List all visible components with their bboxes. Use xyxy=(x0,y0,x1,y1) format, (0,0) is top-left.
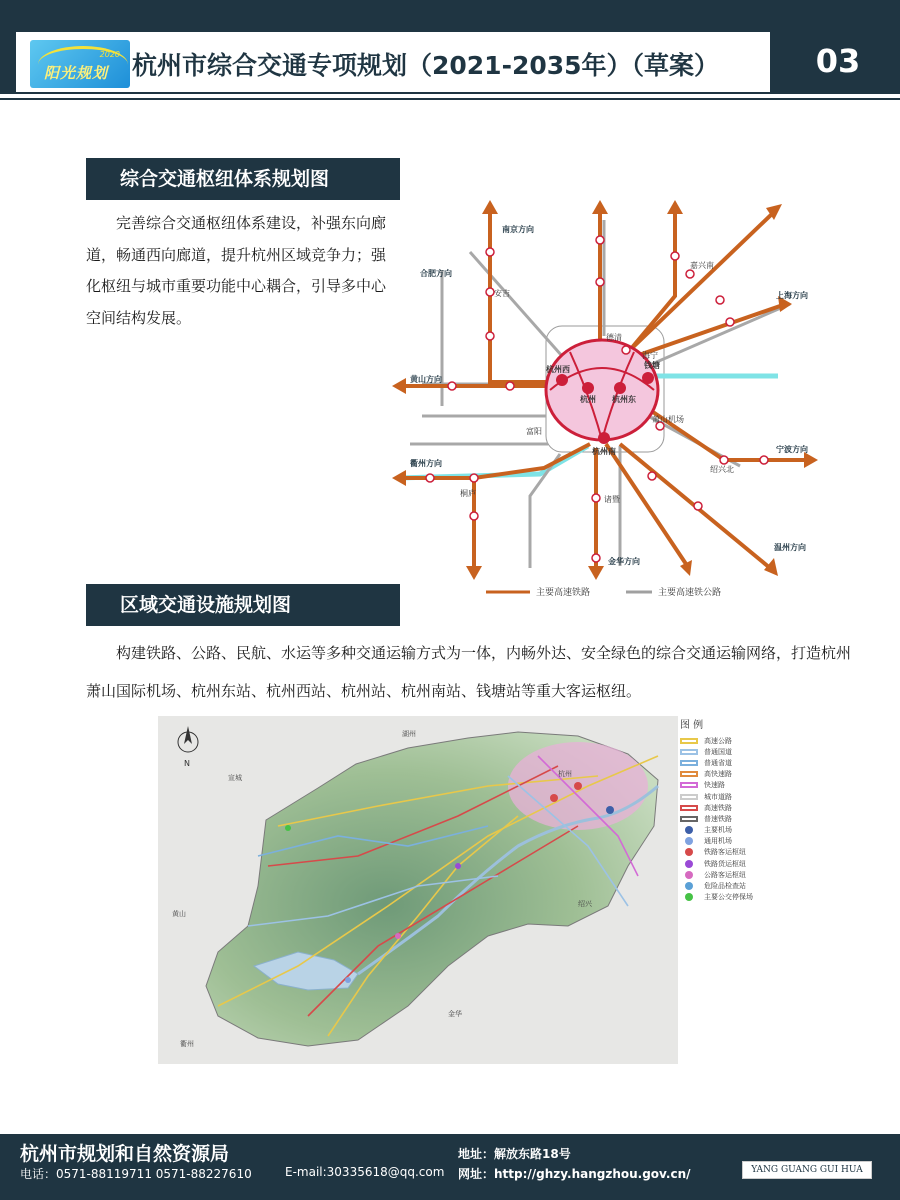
map-legend-item xyxy=(680,847,780,858)
dir-hefei: 合肥方向 xyxy=(420,269,452,278)
legend-line-swatch xyxy=(680,782,698,788)
map-legend-item xyxy=(680,858,780,869)
map-legend-label: 普速铁路 xyxy=(704,814,732,823)
legend-marker-icon xyxy=(685,871,693,879)
legend-conventional: 主要高速铁公路 xyxy=(658,588,722,598)
station-anji: 安吉 xyxy=(494,289,510,298)
region-jinhua: 金华 xyxy=(448,1010,462,1018)
legend-line-swatch xyxy=(680,760,698,766)
legend-marker-icon xyxy=(685,837,693,845)
north-label: N xyxy=(184,759,190,768)
station-deqing: 德清 xyxy=(606,333,622,342)
map-legend-label: 主要机场 xyxy=(704,826,732,835)
region-shaoxing: 绍兴 xyxy=(578,900,592,908)
station-jiaxing: 嘉兴南 xyxy=(690,261,714,270)
legend-marker-icon xyxy=(685,860,693,868)
legend-marker-icon xyxy=(685,893,693,901)
dir-wenzhou: 温州方向 xyxy=(774,543,806,552)
header-title-box xyxy=(14,30,772,94)
legend-line-swatch xyxy=(680,816,698,822)
dir-huangshan: 黄山方向 xyxy=(410,375,442,384)
map-legend-item xyxy=(680,780,780,791)
legend-marker-icon xyxy=(685,826,693,834)
legend-line-swatch xyxy=(680,805,698,811)
map-legend-item xyxy=(680,869,780,880)
map-legend xyxy=(680,716,780,902)
dir-quzhou: 衢州方向 xyxy=(410,459,442,468)
legend-line-swatch xyxy=(680,749,698,755)
map-legend-item xyxy=(680,802,780,813)
footer-phone: 电话：0571-88119711 0571-88227610 xyxy=(20,1167,252,1181)
map-legend-label: 通用机场 xyxy=(704,837,732,846)
section-title-regional: 区域交通设施规划图 xyxy=(86,584,400,626)
map-legend-item xyxy=(680,746,780,757)
map-legend-item xyxy=(680,880,780,891)
legend-marker-icon xyxy=(685,848,693,856)
station-hz: 杭州 xyxy=(580,395,596,404)
map-legend-label: 铁路货运枢纽 xyxy=(704,859,746,868)
map-legend-label: 普通省道 xyxy=(704,758,732,767)
map-legend-label: 高速铁路 xyxy=(704,803,732,812)
dir-shanghai: 上海方向 xyxy=(776,291,808,300)
logo-year: 2020 xyxy=(99,50,120,59)
map-legend-label: 快速路 xyxy=(704,781,725,790)
map-legend-label: 危险品检查站 xyxy=(704,882,746,891)
brand-logo xyxy=(30,40,130,88)
section-paragraph-hub-system: 完善综合交通枢纽体系建设，补强东向廊道，畅通西向廊道，提升杭州区域竞争力；强化枢纽与城市重要功能中心耦合，引导多中心空间结构发展。 xyxy=(86,214,387,327)
map-legend-title: 图 例 xyxy=(680,720,704,731)
footer-address: 地址：解放东路18号 xyxy=(458,1147,571,1161)
station-tonglu: 桐庐 xyxy=(460,489,476,498)
region-huzhou: 湖州 xyxy=(402,730,416,738)
map-legend-label: 公路客运枢纽 xyxy=(704,870,746,879)
footer-brand-badge: YANG GUANG GUI HUA xyxy=(742,1161,872,1179)
station-hzdong: 杭州东 xyxy=(612,395,636,404)
map-legend-label: 高速公路 xyxy=(704,736,732,745)
legend-line-swatch xyxy=(680,738,698,744)
legend-line-swatch xyxy=(680,771,698,777)
regional-transport-map xyxy=(158,716,678,1064)
footer-website[interactable]: 网址：http://ghzy.hangzhou.gov.cn/ xyxy=(458,1167,691,1181)
legend-line-swatch xyxy=(680,794,698,800)
map-legend-item xyxy=(680,791,780,802)
region-quzhou: 衢州 xyxy=(180,1040,194,1048)
legend-hsr: 主要高速铁路 xyxy=(536,588,591,598)
map-legend-label: 高快速路 xyxy=(704,770,732,779)
region-xuancheng: 宣城 xyxy=(228,774,242,782)
dir-ningbo: 宁波方向 xyxy=(776,445,808,454)
station-qiantang: 钱塘 xyxy=(644,361,660,370)
hub-system-diagram xyxy=(390,196,820,604)
station-haining: 海宁 xyxy=(642,351,658,360)
page-header xyxy=(0,0,900,100)
station-fuyang: 富阳 xyxy=(526,427,542,436)
map-legend-item xyxy=(680,813,780,824)
map-legend-item xyxy=(680,735,780,746)
station-shaoxing: 绍兴北 xyxy=(710,465,734,474)
map-legend-item xyxy=(680,892,780,903)
section-paragraph-regional: 构建铁路、公路、民航、水运等多种交通运输方式为一体，内畅外达、安全绿色的综合交通运输网络，打造杭州萧山国际机场、杭州东站、杭州西站、杭州站、杭州南站、钱塘站等重大客运枢纽。 xyxy=(86,644,852,700)
station-hznan: 杭州南 xyxy=(592,447,616,456)
dir-jinhua: 金华方向 xyxy=(608,557,640,566)
map-legend-item xyxy=(680,836,780,847)
region-hangzhou: 杭州 xyxy=(558,770,572,778)
station-xiaoshan: 萧山机场 xyxy=(652,415,684,424)
map-legend-label: 铁路客运枢纽 xyxy=(704,848,746,857)
footer-org: 杭州市规划和自然资源局 xyxy=(20,1143,230,1165)
region-huangshan: 黄山 xyxy=(172,910,186,918)
page-number: 03 xyxy=(815,42,861,80)
map-legend-item xyxy=(680,757,780,768)
logo-text: 阳光规划 xyxy=(44,64,109,82)
station-hzxi: 杭州西 xyxy=(546,365,570,374)
map-legend-item xyxy=(680,825,780,836)
map-legend-label: 城市道路 xyxy=(704,792,732,801)
map-legend-label: 主要公交停保场 xyxy=(704,893,753,902)
legend-marker-icon xyxy=(685,882,693,890)
page-footer xyxy=(0,1134,900,1200)
diagram-legend xyxy=(486,586,721,598)
page-title: 杭州市综合交通专项规划（2021-2035年）（草案） xyxy=(132,51,720,80)
station-zhuji: 诸暨 xyxy=(604,495,620,504)
map-legend-label: 普通国道 xyxy=(704,747,732,756)
footer-email: E-mail:30335618@qq.com xyxy=(285,1165,445,1179)
dir-nanjing: 南京方向 xyxy=(502,225,534,234)
section-title-hub-system: 综合交通枢纽体系规划图 xyxy=(86,158,400,200)
map-legend-item xyxy=(680,769,780,780)
